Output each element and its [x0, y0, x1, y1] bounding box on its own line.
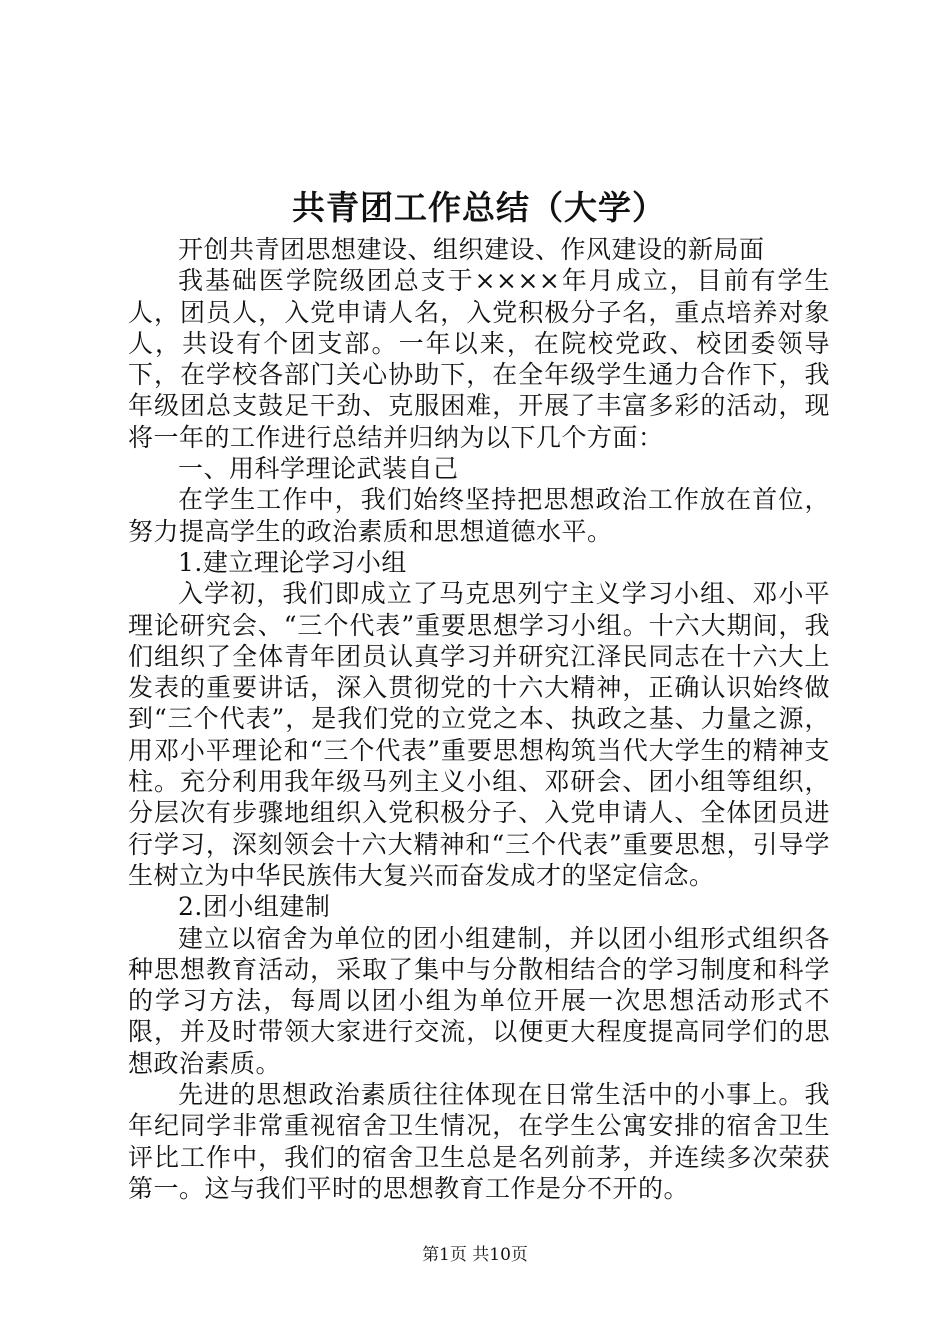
paragraph-subsection-1: 入学初，我们即成立了马克思列宁主义学习小组、邓小平理论研究会、“三个代表”重要思想学习小组。十六大期间，我们组织了全体青年团员认真学习并研究江泽民同志在十六大上发表的重要讲话，深入贯彻党的十六大精神，正确认识始终做到“三个代表”，是我们党的立党之本、执政之基、力量之源，用邓小平理论和“三个代表”重要思想构筑当代大学生的精神支柱。充分利用我年级马列主义小组、邓研会、团小组等组织，分层次有步骤地组织入党积极分子、入党申请人、全体团员进行学习，深刻领会十六大精神和“三个代表”重要思想，引导学生树立为中华民族伟大复兴而奋发成才的坚定信念。 [128, 579, 830, 890]
subsection-heading-2: 2.团小组建制 [178, 892, 331, 922]
page-footer: 第1页 共10页 [422, 1245, 528, 1265]
document-subtitle: 开创共青团思想建设、组织建设、作风建设的新局面 [178, 235, 765, 264]
paragraph-intro: 我基础医学院级团总支于××××年月成立，目前有学生人，团员人，入党申请人名，入党积极分子名，重点培养对象人，共设有个团支部。一年以来，在院校党政、校团委领导下，在学校各部门关心协助下，在全年级学生通力合作下，我年级团总支鼓足干劲、克服困难，开展了丰富多彩的活动，现将一年的工作进行总结并归纳为以下几个方面： [128, 266, 830, 452]
paragraph-dorm-hygiene: 先进的思想政治素质往往体现在日常生活中的小事上。我年纪同学非常重视宿舍卫生情况，在学生公寓安排的宿舍卫生评比工作中，我们的宿舍卫生总是名列前茅，并连续多次荣获第一。这与我们平时的思想教育工作是分不开的。 [128, 1080, 830, 1203]
section-heading-1: 一、用科学理论武装自己 [178, 454, 459, 484]
document-title: 共青团工作总结（大学） [292, 188, 666, 227]
subsection-heading-1: 1.建立理论学习小组 [178, 547, 407, 577]
paragraph-subsection-2: 建立以宿舍为单位的团小组建制，并以团小组形式组织各种思想教育活动，采取了集中与分散相结合的学习制度和科学的学习方法，每周以团小组为单位开展一次思想活动形式不限，并及时带领大家进行交流，以便更大程度提高同学们的思想政治素质。 [128, 923, 830, 1078]
document-page [128, 186, 830, 1204]
paragraph-section-1: 在学生工作中，我们始终坚持把思想政治工作放在首位，努力提高学生的政治素质和思想道德水平。 [128, 485, 830, 546]
